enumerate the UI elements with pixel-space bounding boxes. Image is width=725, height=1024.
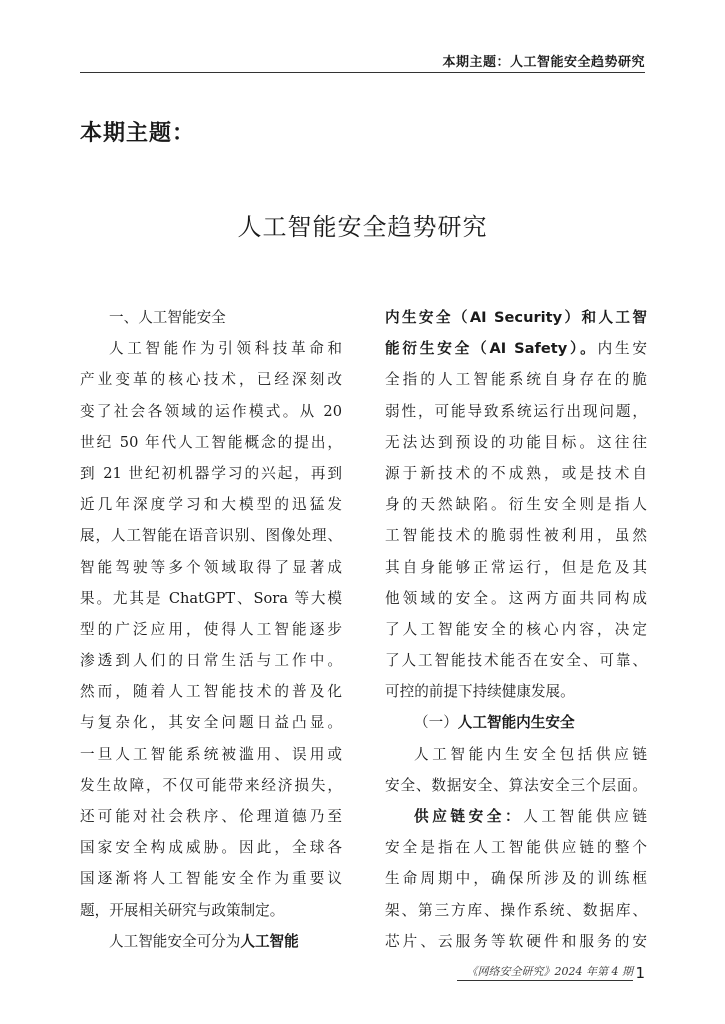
paragraph-line: 到 21 世纪初机器学习的兴起，再到 xyxy=(80,464,342,482)
page-number: 1 xyxy=(635,964,645,982)
right-column xyxy=(385,302,647,957)
bold-term: 供应链安全： xyxy=(414,808,524,825)
paragraph-line: 变了社会各领域的运作模式。从 20 xyxy=(80,402,342,420)
paragraph-line: 渗透到人们的日常生活与工作中。 xyxy=(80,652,342,670)
paragraph-line: 近几年深度学习和大模型的迅猛发 xyxy=(80,496,342,514)
paragraph-line xyxy=(385,801,647,832)
paragraph-line: 题，开展相关研究与政策制定。 xyxy=(80,901,285,919)
paragraph-line: 他领域的安全。这两方面共同构成 xyxy=(385,589,647,607)
paragraph-line: 人工智能内生安全包括供应链 xyxy=(414,745,647,763)
footer-rule xyxy=(457,980,633,981)
paragraph-line: 国逐渐将人工智能安全作为重要议 xyxy=(80,870,342,888)
text-run: 人工智能供应链 xyxy=(523,808,647,825)
paragraph-line: 全指的人工智能系统自身存在的脆 xyxy=(385,371,647,389)
paragraph-line: 与复杂化，其安全问题日益凸显。 xyxy=(80,714,342,732)
bold-term: 能衍生安全（AI Safety）。 xyxy=(385,340,598,358)
subheading-endogenous-security xyxy=(385,707,647,738)
paragraph-line: 无法达到预设的功能目标。这往往 xyxy=(385,433,647,451)
paragraph-line: 国家安全构成威胁。因此，全球各 xyxy=(80,839,342,857)
bold-term: 内生安全（AI Security）和人工智 xyxy=(385,309,647,326)
paragraph-line: 可控的前提下持续健康发展。 xyxy=(385,683,575,701)
paragraph-line xyxy=(385,333,647,364)
running-header-title: 本期主题：人工智能安全趋势研究 xyxy=(442,55,645,70)
paragraph-line: 工智能技术的脆弱性被利用，虽然 xyxy=(385,527,647,545)
left-column xyxy=(80,302,342,957)
paragraph-line: 型的广泛应用，使得人工智能逐步 xyxy=(80,620,342,638)
article-title: 人工智能安全趋势研究 xyxy=(237,213,488,241)
paragraph-line: 然而，随着人工智能技术的普及化 xyxy=(80,683,342,701)
paragraph-line: 智能驾驶等多个领域取得了显著成 xyxy=(80,558,342,576)
footer-journal-title: 《网络安全研究》2024 年第 4 期 xyxy=(466,965,633,978)
paragraph-line: 世纪 50 年代人工智能概念的提出， xyxy=(80,433,342,451)
paragraph-line: 了人工智能技术能否在安全、可靠、 xyxy=(385,652,647,670)
paragraph-line: 芯片、云服务等软硬件和服务的安 xyxy=(385,932,647,950)
paragraph-line xyxy=(80,926,342,957)
paragraph-line: 产业变革的核心技术，已经深刻改 xyxy=(80,371,342,389)
paragraph-line: 果。尤其是 ChatGPT、Sora 等大模 xyxy=(80,589,342,607)
paragraph-line: 其自身能够正常运行，但是危及其 xyxy=(385,558,647,576)
section-label: 本期主题： xyxy=(80,121,196,146)
paragraph-line: 身的天然缺陷。衍生安全则是指人 xyxy=(385,496,647,514)
paragraph-line: 展，人工智能在语音识别、图像处理、 xyxy=(80,527,342,545)
paragraph-line: 一旦人工智能系统被滥用、误用或 xyxy=(80,745,342,763)
paragraph-line: 安全是指在人工智能供应链的整个 xyxy=(385,839,647,857)
paragraph-line: 安全、数据安全、算法安全三个层面。 xyxy=(385,776,647,794)
subheading-title: 人工智能内生安全 xyxy=(457,714,575,732)
paragraph-line: 还可能对社会秩序、伦理道德乃至 xyxy=(80,808,342,825)
paragraph-line: 架、第三方库、操作系统、数据库、 xyxy=(385,901,647,919)
paragraph-line: 弱性，可能导致系统运行出现问题， xyxy=(385,402,647,420)
paragraph-line: 发生故障，不仅可能带来经济损失， xyxy=(80,776,342,794)
text-run: 内生安 xyxy=(597,340,647,358)
paragraph-line: 源于新技术的不成熟，或是技术自 xyxy=(385,464,647,482)
paragraph-line: 生命周期中，确保所涉及的训练框 xyxy=(385,870,647,888)
paragraph-line: 了人工智能安全的核心内容，决定 xyxy=(385,620,647,638)
subheading-number: （一） xyxy=(414,714,458,732)
heading-ai-security: 一、人工智能安全 xyxy=(109,309,226,326)
text-run: 人工智能安全可分为 xyxy=(109,932,241,950)
header-rule xyxy=(80,72,645,73)
bold-term: 人工智能 xyxy=(240,932,299,950)
paragraph-line: 人工智能作为引领科技革命和 xyxy=(109,340,342,358)
